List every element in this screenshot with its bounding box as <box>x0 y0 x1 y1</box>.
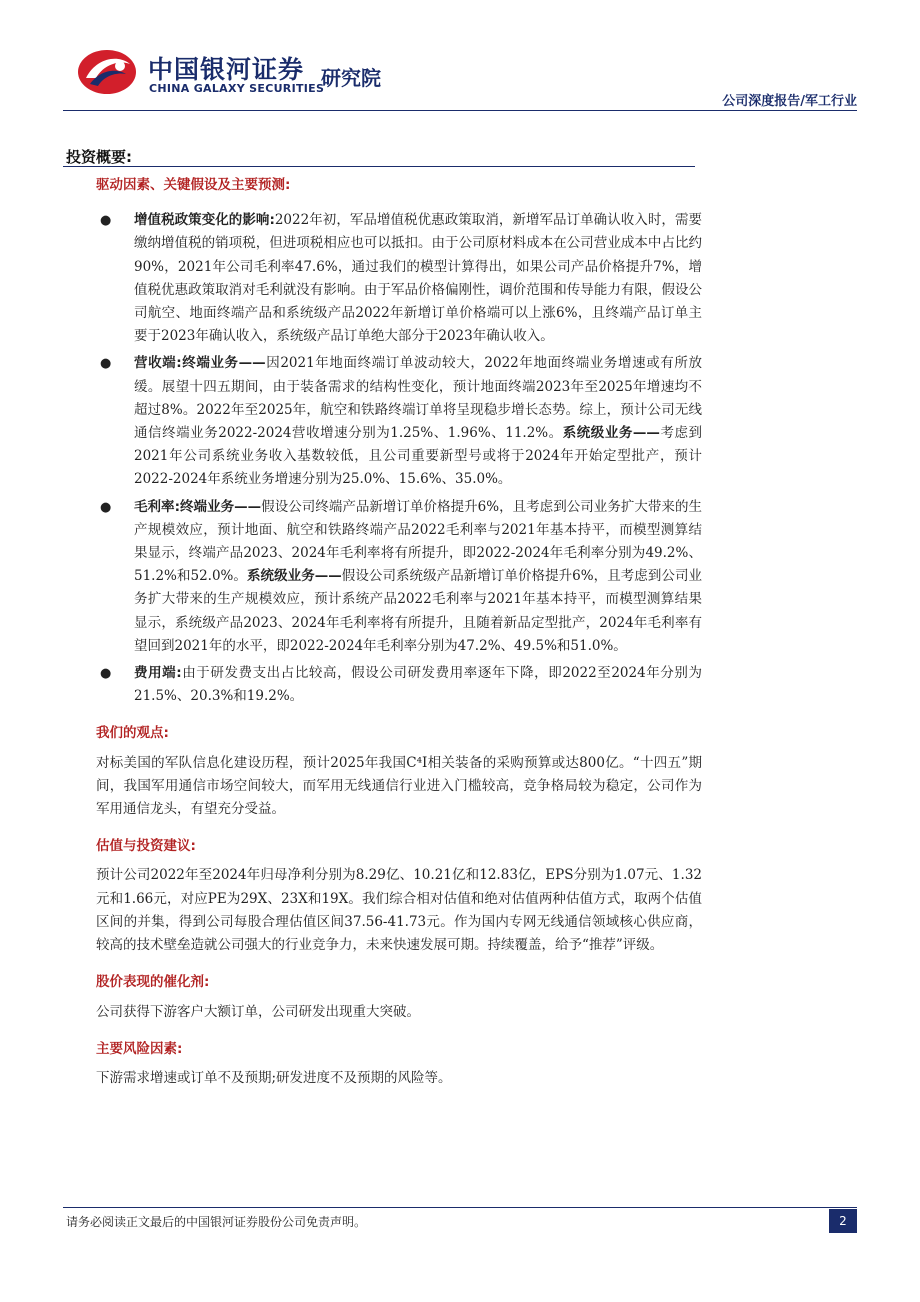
valuation-text: 预计公司2022年至2024年归母净利分别为8.29亿、10.21亿和12.83亿，EPS分别为1.07元、1.32元和1.66元，对应PE为29X、23X和19X。我们综合相对估值和绝对估值两种估值方式，取两个估值区间的并集，得到公司每股合理估值区间37.56-41.73元。作为国内专网无线通信领域核心供应商，较高的技术壁垒造就公司强大的行业竞争力，未来快速发展可期。持续覆盖，给予“推荐”评级。 <box>96 867 702 954</box>
bullet-text-2: 假设公司系统级产品新增订单价格提升6%，且考虑到公司业务扩大带来的生产规模效应，预计系统产品2022毛利率与2021年基本持平，而模型测算结果显示，系统级产品2023、2024年毛利率将有所提升，且随着新品定型批产，2024年毛利率有望回到2021年的水平，即2022-2024年毛利率分别为47.2%、49.5%和51.0%。 <box>134 568 703 654</box>
section-title: 投资概要: <box>66 148 132 166</box>
bullet-lead-2: 系统级业务—— <box>562 425 660 442</box>
bullet-lead: 毛利率:终端业务—— <box>134 498 262 515</box>
bullet-lead: 费用端: <box>134 665 182 682</box>
section-divider <box>63 166 695 167</box>
report-body <box>96 174 702 1090</box>
brand-name-en: CHINA GALAXY SECURITIES <box>149 82 325 95</box>
list-item <box>96 662 702 708</box>
galaxy-logo-icon <box>76 44 138 100</box>
brand-institute: 研究院 <box>321 66 381 90</box>
risk-block <box>96 1038 702 1090</box>
page-number: 2 <box>829 1209 857 1233</box>
bullet-icon: ● <box>100 213 112 229</box>
list-item <box>96 496 702 658</box>
catalyst-heading: 股价表现的催化剂: <box>96 974 210 991</box>
page-header <box>0 0 920 110</box>
bullet-lead: 增值税政策变化的影响: <box>134 212 275 229</box>
bullet-text-2: 考虑到2021年公司系统业务收入基数较低，且公司重要新型号或将于2024年开始定型批产，预计2022-2024年系统业务增速分别为25.0%、15.6%、35.0%。 <box>134 425 703 488</box>
views-text: 对标美国的军队信息化建设历程，预计2025年我国C⁴I相关装备的采购预算或达800亿。“十四五”期间，我国军用通信市场空间较大，而军用无线通信行业进入门槛较高，竞争格局较为稳定，公司作为军用通信龙头，有望充分受益。 <box>96 754 702 818</box>
catalyst-text: 公司获得下游客户大额订单，公司研发出现重大突破。 <box>96 1003 420 1020</box>
drivers-list <box>96 209 702 708</box>
footer-disclaimer: 请务必阅读正文最后的中国银河证券股份公司免责声明。 <box>66 1215 367 1229</box>
risk-heading: 主要风险因素: <box>96 1040 183 1057</box>
drivers-heading: 驱动因素、关键假设及主要预测: <box>96 177 291 193</box>
bullet-icon: ● <box>100 666 112 682</box>
bullet-lead-2: 系统级业务—— <box>246 568 342 585</box>
bullet-lead: 营收端:终端业务—— <box>134 355 266 372</box>
list-item <box>96 352 702 491</box>
catalyst-block <box>96 971 702 1023</box>
brand-name-cn: 中国银河证券 <box>148 55 305 84</box>
risk-text: 下游需求增速或订单不及预期;研发进度不及预期的风险等。 <box>96 1069 452 1086</box>
list-item <box>96 209 702 348</box>
bullet-text: 由于研发费支出占比较高，假设公司研发费用率逐年下降，即2022至2024年分别为21.5%、20.3%和19.2%。 <box>134 665 702 705</box>
valuation-heading: 估值与投资建议: <box>96 838 196 855</box>
header-divider <box>63 110 857 111</box>
bullet-text: 2022年初，军品增值税优惠政策取消，新增军品订单确认收入时，需要缴纳增值税的销项税，但进项税相应也可以抵扣。由于公司原材料成本在公司营业成本中占比约90%，2021年公司毛利率47.6%，通过我们的模型计算得出，如果公司产品价格提升7%，增值税优惠政策取消对毛利就没有影响。由于军品价格偏刚性，调价范围和传导能力有限，假设公司航空、地面终端产品和系统级产品2022年新增订单价格端可以上涨6%，且终端产品订单主要于2023年确认收入，系统级产品订单绝大部分于2023年确认收入。 <box>134 212 702 345</box>
views-heading: 我们的观点: <box>96 725 169 742</box>
views-block <box>96 722 702 821</box>
bullet-icon: ● <box>100 356 112 372</box>
bullet-icon: ● <box>100 499 112 515</box>
bullet-text: 因2021年地面终端订单波动较大，2022年地面终端业务增速或有所放缓。展望十四五期间，由于装备需求的结构性变化，预计地面终端2023年至2025年增速均不超过8%。2022年至2025年，航空和铁路终端订单将呈现稳步增长态势。综上，预计公司无线通信终端业务2022-2024营收增速分别为1.25%、1.96%、11.2%。 <box>134 355 702 442</box>
footer-divider <box>63 1207 857 1208</box>
report-type: 公司深度报告/军工行业 <box>722 94 857 109</box>
bullet-text: 假设公司终端产品新增订单价格提升6%，且考虑到公司业务扩大带来的生产规模效应，预计地面、航空和铁路终端产品2022毛利率与2021年基本持平，而模型测算结果显示，终端产品2023、2024年毛利率将有所提升，即2022-2024年毛利率分别为49.2%、51.2%和52.0%。 <box>134 498 702 585</box>
valuation-block <box>96 835 702 957</box>
